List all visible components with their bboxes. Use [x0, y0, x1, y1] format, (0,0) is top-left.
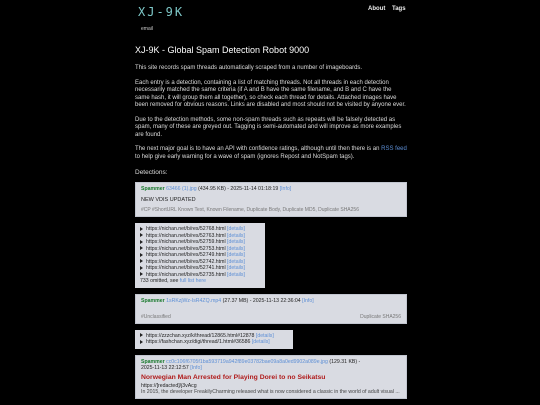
file-meta: (434.95 KB) - 2025-11-14 01:18:19 — [198, 186, 279, 192]
bullet-icon — [140, 253, 143, 257]
thread-item: https://nichan.net/b/res/52742.html [details] — [140, 259, 260, 266]
top-bar — [0, 0, 540, 40]
bullet-icon — [140, 340, 143, 344]
explanation-paragraph: Each entry is a detection, containing a list of matching threads. Not all threads in each detection necessarily matched the same criteria (if A and B have the same filename, and B and C have the same hash, it will group them all together), so check each thread for details. Attached images have been removed for obvious reasons. Links are disabled and most should not be visited by anyone ever. — [135, 79, 406, 108]
details-link[interactable]: [details] — [227, 265, 245, 271]
details-link[interactable]: [details] — [227, 258, 245, 265]
detection-meta — [141, 186, 401, 192]
post-link: https://[redacted]/j3vAcg — [141, 383, 197, 389]
post-body: NEW VDIS UPDATED — [141, 197, 196, 203]
spammer-label: Spammer — [141, 359, 165, 365]
detection-tags: #CP #ShortURL Known Text, Known Filename, Duplicate Body, Duplicate MD5, Duplicate SHA256 — [141, 207, 359, 213]
thread-item: https://nichan.net/b/res/52759.html [details] — [140, 239, 260, 246]
info-link[interactable]: [Info] — [302, 297, 314, 304]
site-logo[interactable]: XJ-9K — [138, 5, 185, 19]
post-text: In 2015, the developer FreakilyCharming released what is now considered a classic in the world of adult visual ... — [141, 389, 400, 395]
thread-item: https://zzzchan.xyz/k/thread/12865.html#12878 [details] — [140, 333, 288, 340]
bullet-icon — [140, 227, 143, 231]
details-link[interactable]: [details] — [255, 332, 274, 339]
bullet-icon — [140, 333, 143, 337]
nav-tags-link[interactable]: Tags — [392, 6, 406, 12]
tag-unclassified: #Unclassified — [141, 313, 171, 320]
thread-item: https://nichan.net/b/res/52735.html [details] — [140, 272, 260, 279]
top-nav — [368, 6, 411, 12]
thread-list — [135, 223, 265, 288]
thread-item: https://nichan.net/b/res/52763.html [details] — [140, 233, 260, 240]
details-link[interactable]: [details] — [227, 252, 245, 258]
omitted-note: 733 omitted, see full list here — [140, 278, 207, 284]
detection-card — [135, 355, 407, 399]
detection-card — [135, 294, 407, 324]
file-link[interactable]: 1sRKzjWz-IsR4ZQ.mp4 — [166, 297, 222, 304]
false-positive-paragraph: Due to the detection methods, some non-spam threads such as repeats will be falsely detected as spam, many of these are greyed out. Tagging is semi-automated and will improve as more examples are found. — [135, 116, 402, 138]
bullet-icon — [140, 259, 143, 263]
thread-item: https://nichan.net/b/res/52749.html [details] — [140, 252, 260, 259]
page-title: XJ-9K - Global Spam Detection Robot 9000 — [135, 45, 310, 55]
bullet-icon — [140, 233, 143, 237]
spammer-label: Spammer — [141, 297, 165, 304]
detection-card — [135, 182, 407, 217]
info-link[interactable]: [Info] — [279, 186, 292, 192]
thread-item: https://nichan.net/b/res/52768.html [details] — [140, 226, 260, 233]
thread-item: https://nichan.net/b/res/52753.html [details] — [140, 246, 260, 253]
post-title: Norwegian Man Arrested for Playing Dorei to no Seikatsu — [141, 374, 326, 381]
file-meta: (27.37 MB) - 2025-11-13 22:36:04 — [222, 297, 301, 304]
spammer-label: Spammer — [141, 186, 165, 192]
detections-heading: Detections: — [135, 169, 168, 176]
detection-tags — [141, 314, 401, 320]
bullet-icon — [140, 240, 143, 244]
details-link[interactable]: [details] — [227, 239, 245, 245]
bullet-icon — [140, 266, 143, 270]
details-link[interactable]: [details] — [227, 232, 245, 239]
file-link[interactable]: 63466 (1).jpg — [166, 186, 197, 192]
details-link[interactable]: [details] — [251, 339, 270, 346]
file-link[interactable]: cc0c106f6705f1ba593719a942f89e03782bae09a8a0ed9902a089e.jpg — [166, 359, 328, 365]
info-link[interactable]: [Info] — [190, 365, 202, 371]
details-link[interactable]: [details] — [227, 245, 245, 252]
thread-item: https://fashchan.xyz/digi/thread/1.html#36586 [details] — [140, 339, 288, 346]
rss-feed-link[interactable]: RSS feed — [381, 146, 407, 152]
thread-item: https://nichan.net/b/res/52741.html [details] — [140, 265, 260, 272]
main-content — [135, 42, 407, 403]
match-criteria: Duplicate SHA256 — [360, 313, 401, 320]
bullet-icon — [140, 272, 143, 276]
intro-paragraph: This site records spam threads automatically scraped from a number of imageboards. — [135, 65, 363, 71]
file-meta: (129.31 KB) - — [329, 359, 361, 365]
post-date: 2025-11-13 22:12:57 — [141, 365, 189, 371]
details-link[interactable]: [details] — [227, 226, 245, 232]
details-link[interactable]: [details] — [227, 271, 245, 278]
full-list-link[interactable]: full list here — [179, 278, 207, 284]
api-paragraph: The next major goal is to have an API with confidence ratings, although until then there is an RSS feed to help give early warning for a wave of spam (ignores Repost and NotSpam tags). — [135, 146, 407, 160]
nav-about-link[interactable]: About — [368, 6, 386, 12]
thread-list — [135, 330, 293, 350]
bullet-icon — [140, 246, 143, 250]
email-link[interactable]: email — [141, 26, 153, 32]
